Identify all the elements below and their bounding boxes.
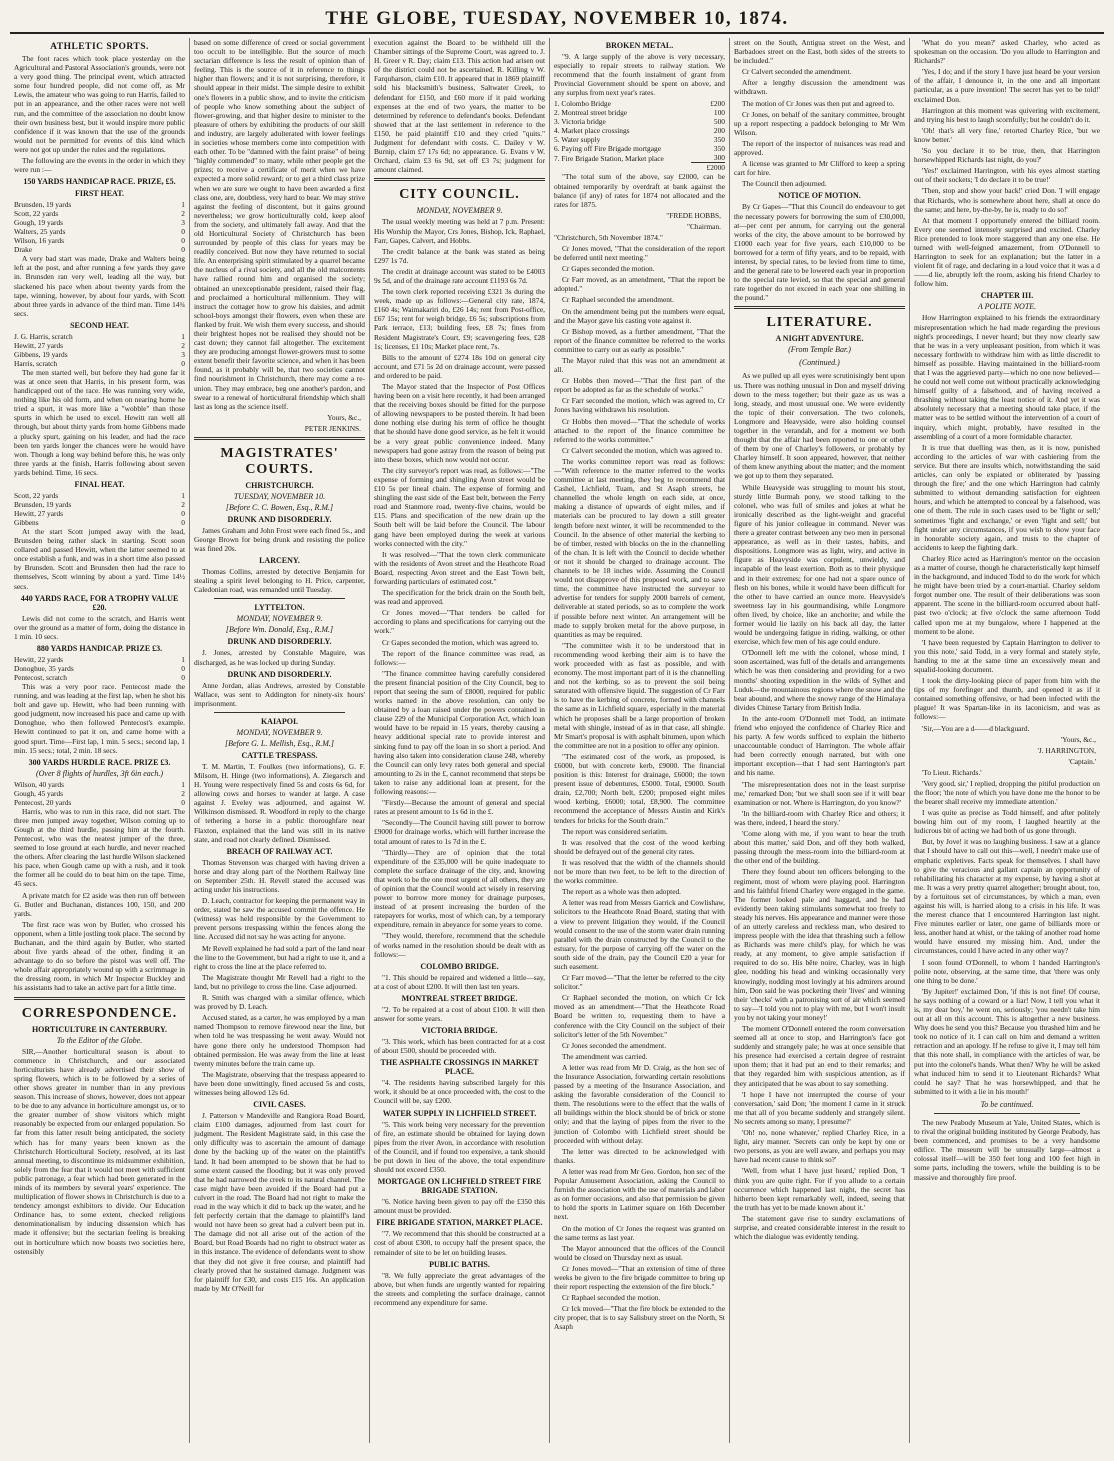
- race-title: 440 YARDS RACE, FOR A TROPHY VALUE £20.: [20, 593, 179, 612]
- court-bench: [Before C. C. Bowen, Esq., R.M.]: [225, 502, 334, 512]
- paragraph: "Christchurch, 5th November 1874.": [554, 232, 663, 242]
- paragraph: The men started well, but before they had gone far it was at once seen that Harris, in his present form, was handicapped out of the race. He was running very wide, nothing like his old form, and when on nearing home he tried a spurt, it was more like a "wobble" than those spurts in which he used to excel. Hewitt ran well all through, but about thirty yards from home Gibbens made a plucky spurt, gaining on his leader, and had the race been ten yards longer the chances were he would have won. Though a long way behind before this, he was only three yards at the finish, Harris following about seven yards behind. Time, 16 secs.: [14, 367, 185, 477]
- paragraph: The amendment was carried.: [562, 1051, 648, 1061]
- row-label: Scott, 22 yards: [14, 209, 59, 219]
- paragraph: I was quite as precise as Todd himself, and after politely bowing him out of my room, I laughed heartily at the ludicrous bit of acting we had both of us gone through.: [914, 808, 1100, 836]
- paragraph: street on the South, Antigua street on the West, and Barbadoes street on the East, both sides of the streets to be included.": [734, 38, 905, 66]
- paragraph: The town clerk reported receiving £321 3s during the week, made up as follows:—General city rate, 1874, £160 4s; Waimakariri do, £26 14s; rent from Post-office, £67 15s; rent for weigh bridge, £6 5s; subscriptions from Park terrace, £13; building fees, £8 7s; fines from Resident Magistrate's Court, £9; scavengering fees, £28 1s; licenses, £1 10s; Market place rent, 7s.: [374, 287, 545, 351]
- table-row: [14, 245, 185, 254]
- paragraph: Accused stated, as a carter, he was employed by a man named Thompson to remove firewood near the line, but when told he was trespassing he went away. Would not have gone there only he understood Thompson had obtained permission. He was away from the line at least twenty minutes before the train came up.: [194, 1013, 365, 1068]
- paragraph: 'Very good, sir,' I replied, dropping the pitiful production on the floor; 'the note of which you have done me the honor to be the bearer shall receive my immediate attention.': [914, 778, 1100, 806]
- divider: [934, 1113, 1080, 1114]
- row-label: 5. Water supply: [554, 135, 601, 145]
- paragraph: The statement gave rise to sundry exclamations of surprise, and created considerable interest in the result to which the dialogue was evidently tending.: [734, 1213, 905, 1242]
- paragraph: A letter was read from Mr Geo. Gordon, hon sec of the Popular Amusement Association, asking the Council to furnish the association with the use of materials and labor as on former occasions, and also that permission be given to hold the sports in Latimer square on 16th December next.: [554, 1166, 725, 1222]
- item-heading: VICTORIA BRIDGE.: [421, 1026, 498, 1036]
- to-be-continued: To be continued.: [980, 1099, 1034, 1109]
- notice-heading: NOTICE OF MOTION.: [778, 191, 861, 201]
- paragraph: How Harrington explained to his friends the extraordinary misrepresentation which he had made regarding the previous night's proceedings, I never heard; but they now clearly saw that he was in a very unpleasant position, from which it was necessary forthwith to withdraw him with as little discredit to himself as possible. Having maintained in the billiard-room that I was the aggrieved party—which no one now believed—he could not well come out without practically acknowledging himself guilty of a falsehood, and of having received a thrashing without taking the least notice of it. And yet it was absolutely necessary that a meeting should take place, if the matter was to be settled without the intervention of a court of inquiry, which might, probably, have resulted in the assembling of a court of a more formidable character.: [914, 313, 1100, 441]
- row-value: £200: [710, 99, 725, 109]
- court-heading: LYTTELTON.: [254, 603, 305, 613]
- case-heading: DRUNK AND DISORDERLY.: [227, 637, 332, 647]
- table-row: [554, 108, 725, 117]
- table-row: [14, 500, 185, 509]
- table-row: [14, 236, 185, 245]
- total-value: £2000: [691, 163, 725, 173]
- table-row: [14, 209, 185, 218]
- case-heading: LARCENY.: [259, 556, 300, 566]
- row-label: Gough, 19 yards: [14, 218, 64, 228]
- paragraph: On the amendment being put the numbers were equal, and the Mayor gave his casting vote against it.: [554, 306, 725, 325]
- paragraph: execution against the Board to be withheld till the Chamber sittings of the Supreme Court, was agreed to. J. H. Greer v R. Day; claim £13. This action had arisen out of the district could not be ascertained. R. Killing v W. Farquharson, claim £10. It appeared that in 1869 plaintiff sold his blacksmith's business, Saltwater Creek, to defendant for £150, and £60 more if it paid working expenses at the end of two years, the matter to be determined by reference to defendant's books. Defendant showed that at the last settlement in reference to the £150, he paid plaintiff £10 and they cried "quits." Judgment for defendant with costs. C. Dailey v W. Burnip, claim £7 17s 6d; no appearance. G. Evans v W. Orchard, claim £3 6s 9d, set off £3 7s; judgment for amount claimed.: [374, 38, 545, 175]
- paragraph: Cr Jones moved, "That the consideration of the report be deferred until next meeting.": [554, 243, 725, 263]
- row-value: 1: [181, 200, 185, 210]
- item-heading: THE ASPHALTE CROSSINGS IN MARKET PLACE.: [380, 1058, 539, 1077]
- row-label: Donoghue, 35 yards: [14, 663, 74, 673]
- paragraph: The credit balance at the bank was stated as being £297 1s 7d.: [374, 246, 545, 265]
- row-value: 200: [713, 126, 725, 136]
- paragraph: By Cr Gapes—"That this Council do endeavour to get the necessary powers for borrowing the sum of £30,000, at—per cent per annum, for carrying out the general works of the city, the above amount to be borrowed by £1000 each year for five years, each £10,000 to be borrowed for a term of fifty years, and to be repaid, with interest, by special rates, to be levied from time to time, and the general rate to be lowered each year in proportion to the special rate levied, so that the special and general rate together do not exceed in each year one shilling in the pound.": [734, 202, 905, 303]
- row-label: Hewitt, 22 yards: [14, 654, 64, 664]
- results-table: [14, 332, 185, 368]
- paragraph: Cr Farr seconded the motion, which was agreed to, Cr Jones having withdrawn his resolution.: [554, 396, 725, 415]
- paragraph: The Mayor ruled that this was not an amendment at all.: [554, 355, 725, 375]
- results-table: [14, 491, 185, 527]
- paragraph: The city surveyor's report was read, as follows:—"The expense of forming and shingling Avon street would be £10 5s per lineal chain. The expense of forming and shingling the east side of the East belt, between the Ferry road and Stanmore road, twenty-five chains, would be £15. Plans and specification of the new drain up the South belt will be laid before the Council. The labour gang have been employed during the week at various works connected with the city.": [374, 465, 545, 548]
- case-heading: BREACH OF RAILWAY ACT.: [226, 846, 333, 856]
- paragraph: "9. A large supply of the above is very necessary, especially to repair streets to railway station. We recommend that the fourth instalment of grant from Provincial Government should be spent on above, and any surplus from next year's rates.: [554, 52, 725, 98]
- paragraph: 'Come along with me, if you want to hear the truth about this matter,' said Don, and off they both walked, passing through the mess-room into the billiard-room at the other end of the building.: [734, 829, 905, 866]
- paragraph: "The committee wish it to be understood that in recommending wood kerbing their aim is to have the work proceeded with as fast as possible, and with economy. The most important part of it is the channelling and not the kerbing, so as to prevent the soil being saturated with offensive liquid. The suggestion of Cr Farr is to have the kerbing of concrete, formed with channels the same as in Lichfield square, especially in the material which he proposes shall be a large proportion of broken metal with shingle, instead of as in that case, all shingle. Mr Smart's proposal is with asphalt bitumen, upon which the committee are not in a position to offer any opinion.: [554, 640, 725, 750]
- paragraph: Cr Jones, on behalf of the sanitary committee, brought up a report respecting a paddock belonging to Mr Wm Wilson.: [734, 109, 905, 137]
- paragraph: The report of the finance committee was read, as follows:—: [374, 648, 545, 667]
- paragraph: Cr Bishop moved, as a further amendment, "That the report of the finance committee be referred to the works committee to carry out as early as possible.": [554, 326, 725, 354]
- row-value: 100: [713, 108, 725, 118]
- note-line: 'Captain.': [1068, 756, 1096, 766]
- paragraph: Charley Rice acted as Harrington's mentor on the occasion as a matter of course, though he characteristically kept himself in the background, and induced Todd to do the work for which he might have been tried by a court-martial. Charley seldom forgot number one. The result of their deliberations was soon apparent. The scene in the billiard-room occurred about half-past two o'clock; at five o'clock the same afternoon Todd called upon me at my bungalow, where I happened at the moment to be alone.: [914, 553, 1100, 636]
- letter-title: HORTICULTURE IN CANTERBURY.: [31, 1024, 168, 1034]
- paragraph: I soon found O'Donnell, to whom I handed Harrington's polite note, observing, at the same time, that 'there was only one thing to be done.': [914, 957, 1100, 985]
- case-heading: CATTLE TRESPASS.: [241, 750, 318, 760]
- paragraph: 'By Jupiter!' exclaimed Don, 'if this is not fine! Of course, he says nothing of a coward or a liar! Now, I tell you what it is, my dear boy,' he went on, seriously; 'you needn't take him out at all on this account. This is altogether a new business. Why does he send you this? Because you thrashed him and he took no notice of it. I can call on him and demand a written retraction and an apology. If he refuse to give it, I may tell him that this note shall, in compliance with the articles of war, be put into the colonel's hands. What then? Why he will be asked what induced him to send it to Lieutenant Richards? What could he say? That he was horsewhipped, and that he submitted to it with a lie in his mouth!': [914, 986, 1100, 1096]
- row-value: 0: [181, 509, 185, 518]
- paragraph: "2. To be repaired at a cost of about £100. It will then answer for some years.: [374, 1004, 545, 1023]
- paragraph: The new Peabody Museum at Yale, United States, which is to rival the original building instituted by George Peabody, has been commenced, and promises to be a very handsome edifice. The museum will be unusually large—almost a colossal itself—will be 350 feet long and 100 feet high in some parts, including the towers, while the building is to be massive and thoroughly fire proof.: [914, 1117, 1100, 1182]
- paragraph: On the motion of Cr Jones the request was granted on the same terms as last year.: [554, 1223, 725, 1242]
- paragraph: Cr Jones seconded the amendment.: [562, 1040, 667, 1050]
- row-label: 7. Fire Brigade Station, Market place: [554, 153, 664, 163]
- row-label: 3. Victoria bridge: [554, 117, 606, 127]
- case-heading: CIVIL CASES.: [253, 1100, 306, 1110]
- race-title: 880 YARDS HANDICAP. PRIZE £3.: [36, 643, 163, 653]
- row-value: 3: [181, 218, 185, 228]
- item-heading: MORTGAGE ON LICHFIELD STREET FIRE BRIGADE STATION.: [377, 1177, 542, 1196]
- paragraph: Thomas Collins, arrested by detective Benjamin for stealing a spirit level belonging to H. Price, carpenter, Caledonian road, was remanded until Tuesday.: [194, 567, 365, 595]
- case-heading: DRUNK AND DISORDERLY.: [227, 514, 332, 524]
- item-heading: COLOMBO BRIDGE.: [420, 961, 499, 971]
- paragraph: Lewis did not come to the scratch, and Harris went over the ground as a matter of form, doing the distance in 1 min. 10 secs.: [14, 613, 185, 641]
- paragraph: The report of the inspector of nuisances was read and approved.: [734, 138, 905, 158]
- paragraph: The Magistrate, observing that the trespass appeared to have been done unwittingly, fined accused 5s and costs, witnesses being allowed 12s 6d.: [194, 1069, 365, 1097]
- paragraph: "3. This work, which has been contracted for at a cost of about £500, should be proceeded with.: [374, 1037, 545, 1056]
- paragraph: "Secondly—The Council having still power to borrow £9000 for drainage works, which will further increase the total amount of rates to 1s 7d in the £.: [374, 818, 545, 846]
- paragraph: I took the dirty-looking piece of paper from him with the tips of my forefinger and thumb, and opened it as if it contained something offensive, or had been infected with the plague! It was Spartan-like in its laconicism, and was as follows:—: [914, 676, 1100, 722]
- paragraph: As we pulled up all eyes were scrutinisingly bent upon us. There was nothing unusual in Don and myself driving down to the mess together; but their gaze as us was a long, steady, and most unusual one. We were evidently the topic of their conversation. The two colonels, Longmore and Heavyside, were also holding counsel together in the verandah, and for a moment we both thought that the affair had been reported to one or other of them by one of Charley's followers, or probably by Charley himself. It soon appeared, however, that neither of them knew anything about the matter; and the moment we got up to them they separated.: [734, 371, 905, 481]
- row-label: Wilson, 40 yards: [14, 779, 64, 789]
- row-label: Brunsden, 19 yards: [14, 200, 72, 210]
- paragraph: James Graham and John Frost were each fined 5s., and George Brown for being drunk and resisting the police was fined 20s.: [194, 525, 365, 554]
- paragraph: But, by Jove! it was no laughing business. I saw at a glance that I should have to call out this—well, I needn't make use of emphatic expletives. Facts speak for themselves. I shall have to give the veracious and gallant captain an opportunity of rehabilitating his character at my expense, by having a shot at me. It was a very pretty quarrel altogether; brought about, too, by a fortuitous set of circumstances, by which a man, even against his will, is harried along to a crisis in his life. It was the merest chance that I encountered Harrington last night. Five minutes earlier or later, one game of billiards more or less, another hand at whist, or the taking of another road home would have ensured my missing him. And, under the circumstances, could I have acted in any other way?: [914, 837, 1100, 956]
- table-row: [14, 359, 185, 368]
- paragraph: "The estimated cost of the work, as proposed, is £6000, but with concrete kerb, £9000. The financial position is this: Interest for drainage, £6000; the town present issue of debentures, £5000. Total, £9000. South drain, £2,700; North belt, £200; proposed eight miles wood kerbing, £6000; total, £8,900. The committee recommend the acceptance of Messrs Austin and Kirk's tenders for bricks for the South drain.": [554, 751, 725, 825]
- column-6: [910, 38, 1104, 1443]
- columns: [10, 38, 1104, 1443]
- paragraph: 'In the billiard-room with Charley Rice and others; it was there, indeed, I heard the story.': [734, 808, 905, 827]
- paragraph: The usual weekly meeting was held at 7 p.m. Present: His Worship the Mayor, Crs Jones, Bishop, Ick, Raphael, Farr, Gapes, Calvert, and Hobbs.: [374, 217, 545, 245]
- paragraph: In the ante-room O'Donnell met Todd, an intimate friend who enjoyed the confidence of Charley Rice and his party. A few words sufficed to explain the hitherto unaccountable conduct of Harrington. The whole affair had been correctly enough narrated, but with one important exception—that I had sent Harrington's part and his name.: [734, 713, 905, 778]
- divider: [194, 437, 365, 440]
- row-value: 1: [181, 779, 185, 789]
- table-row: [14, 780, 185, 789]
- correspondence-heading: CORRESPONDENCE.: [21, 1005, 178, 1021]
- row-value: 3: [181, 349, 185, 359]
- table-row: [14, 332, 185, 341]
- paragraph: Cr Jones moved—"That an extension of time of three weeks be given to the fire brigade committee to bring up their report respecting the extension of the fire block.": [554, 1263, 725, 1292]
- results-table: [14, 655, 185, 682]
- paragraph: 'Oh! that's all very fine,' retorted Charley Rice, 'but we know better.': [914, 125, 1100, 144]
- table-row: [554, 117, 725, 126]
- paragraph: The foot races which took place yesterday on the Agricultural and Pastoral Association's grounds, were not a very good thing. The principal event, which attracted some four hundred people, did not come off, as Mr Lewis, the amateur who was going to run Harris, failed to put in an appearance, and the other races were not well run, and the committee of the association no doubt know their own business best, but it would inspire more public confidence if it was known that the use of the grounds would not be permitted for events of this kind which were not got up under the rules and the regulations.: [14, 54, 185, 154]
- row-value: 0: [181, 227, 185, 237]
- signature: Yours, &c.,: [327, 412, 361, 422]
- paragraph: J. Patterson v Mandeville and Rangiora Road Board, claim £100 damages, adjourned from last court for judgment. The Resident Magistrate said, in this case the only difficulty was to ascertain the amount of damage done by the backing up of the water on the plaintiff's land. It had been attempted to be shown that he had to some extent caused the flooding; but it was only proved that he had narrowed the creek to its natural channel. The case might have been avoided if the Board had put a culvert in the road. The Board had not right to make the road in the way which it did to back up the water, and he felt perfectly certain that the damage to plaintiff's land would not have been so great had a culvert been put in. The damage did not all arise out of the action of the Board, but Road Boards had no right to obstruct water as in this instance. The evidence of defendants went to show that they did not give it free course, and plaintiff had clearly proved that he sustained damage. Judgment was for plaintiff for £30, and costs £15 16s. An application made by Mr O'Neill for: [194, 1111, 365, 1293]
- column-1: [10, 38, 190, 1443]
- paragraph: Cr Gapes seconded the motion.: [562, 264, 655, 274]
- results-table: [14, 200, 185, 254]
- paragraph: 'The misrepresentation does not in the least surprise me,' remarked Don; 'but we shall soon see if it will bear examination or not. Where is Harrington, do you know?': [734, 779, 905, 807]
- paragraph: "7. We recommend that this should be constructed at a cost of about £300, to occupy half the present space, the remainder of site to be let on building leases.: [374, 1229, 545, 1257]
- table-row: [14, 518, 185, 527]
- row-label: Scott, 22 yards: [14, 491, 59, 500]
- paragraph: The Magistrate thought Mr Revell had a right to the land, but no privilege to cross the line. Case adjourned.: [194, 972, 365, 991]
- chapter-heading: CHAPTER III.: [980, 291, 1034, 301]
- paragraph: A private match for £2 aside was then run off between G. Butler and Buchanan, distances 100, 150, and 200 yards.: [14, 890, 185, 918]
- divider: [214, 712, 345, 713]
- row-value: 0: [181, 663, 185, 673]
- note-line: 'J. HARRINGTON,: [1037, 745, 1096, 755]
- paragraph: "Firstly—Because the amount of general and special rates at present amount to 1s 6d in the £.: [374, 798, 545, 817]
- expenditure-table: [554, 99, 725, 172]
- court-heading: KAIAPOI.: [260, 716, 299, 726]
- paragraph: "4. The residents having subscribed largely for this work, it should be at once proceeded with, the cost to the Council will be, say £200.: [374, 1078, 545, 1106]
- paragraph: SIR,—Another horticultural season is about to commence in Christchurch, and our associated horticulturists have already advertised their show of spring flowers, which is to be followed by a series of other shows greater in number than in any previous season. This increase of shows, however, does not appear to be due to any advance in horticulture amongst us, or to the greater number of show visitors which might reasonably be expected from our enlarged population. So far from this latter result being anticipated, the society which has for many years been known as the Christchurch Horticultural Society, resolved, at its last annual meeting, to discontinue its midsummer exhibition, solely from the fear that it would not meet with sufficient public patronage, a fear which had been generated in the minds of its members by several years' experience. The multiplication of flower shows in Christchurch is due to a tendency amongst exhibitors to divide. Our Education Ordinance has, to some extent, checked religious denominationalism by inducing dissension which has made it offensive; but the sectarian feeling is breaking out in horticulture which now boasts two societies here, ostensibly: [14, 1046, 185, 1256]
- signature: "Chairman.: [686, 221, 721, 231]
- row-value: 350: [713, 135, 725, 145]
- signature: PETER JENKINS.: [304, 423, 361, 433]
- paragraph: A letter was read from Messrs Garrick and Cowlishaw, solicitors to the Heathcote Road Board, stating that with a view to prevent litigation they would, if the Council would consent to the use of the storm water drain running parallel with the drain constructed by the Council to the estuary, for the purpose of carrying off the water on the south side of the drain, pay the Council £20 a year for such easement.: [554, 898, 725, 971]
- paragraph: D. Leach, contractor for keeping the permanent way in order, stated he saw the accused commit the offence. He (witness) was held responsible by the Government to prevent persons trespassing within the fences along the line. Accused did not say he was acting for anyone.: [194, 896, 365, 942]
- column-2: [190, 38, 370, 1443]
- row-value: 300: [713, 153, 725, 163]
- paragraph: The works committee report was read as follows:—"With reference to the matter referred to the works committee at last meeting, they beg to recommend that Cashel, Lichfield, Tuam, and St Asaph streets, be channelled the whole length on each side, at once, making a distance of upwards of eight miles, and if materials can be procured to lay down a still greater length before next winter, it will be recommended to the Council. In the absence of other material the kerbing to be of timber, rested with blocks on the in the channelling of the chan. It is left with the Council to decide whether or not it should be charged to drainage account. The channels to be 18 inches wide. Assuming the Council would not disapprove of this proposed work, and to save time, the committee have instructed the surveyor to advertise for tenders for supply 2000 barrels of cement, deliverable at stated periods, so as to complete the work if possible before next winter. An arrangement will be made to supply broken metal for the above purpose, in quantities as may be required.: [554, 456, 725, 639]
- item-heading: WATER SUPPLY IN LICHFIELD STREET.: [382, 1108, 537, 1118]
- row-value: 1: [181, 331, 185, 341]
- paragraph: 'Then, stop and show your back!' cried Don. 'I will engage that Richards, who is somewhere about here, shall at once do the same; and here, by-the-by, he is, ready to do so!': [914, 186, 1100, 214]
- paragraph: The following are the events in the order in which they were run :—: [14, 156, 185, 175]
- paragraph: Cr Calvert seconded the amendment.: [742, 67, 852, 77]
- paragraph: 'What do you mean?' asked Charley, who acted as spokesman on the occasion. 'Do you allude to Harrington and Richards?': [914, 38, 1100, 66]
- row-label: Hewitt, 27 yards: [14, 509, 64, 518]
- row-value: 0: [181, 518, 185, 527]
- table-row: [14, 491, 185, 500]
- paragraph: The motion of Cr Jones was then put and agreed to.: [742, 98, 895, 108]
- paragraph: "8. We fully appreciate the great advantages of the above, but when funds are urgently wanted for repairing the streets and completing the surface drainage, cannot recommend any expenditure for same.: [374, 1270, 545, 1307]
- paragraph: The Mayor announced that the offices of the Council would be closed on Thursday next as usual.: [554, 1243, 725, 1262]
- row-value: 0: [181, 797, 185, 807]
- row-label: Gibbens, 19 yards: [14, 349, 68, 359]
- paragraph: T. M. Martin, T. Foulkes (two informations), G. F. Milsom, H. Hinge (two informations), A. Ziegarsch and H. Young were respectively fined 5s and costs 6s 6d, for allowing cows and horses to wander at large. A case against J. Eveley was adjourned, and against W. Wilkinson dismissed. R. Woodford in reply to the charge of tethering a horse in a public thoroughfare near Flaxton, explained that the land was still in its native state, and road not clearly defined. Dismissed.: [194, 761, 365, 844]
- court-bench: [Before G. L. Mellish, Esq., R.M.]: [224, 738, 335, 748]
- paragraph: A license was granted to Mr Clifford to keep a spring cart for hire.: [734, 159, 905, 178]
- row-label: Gibbens: [14, 518, 39, 527]
- divider: [214, 598, 345, 599]
- paragraph: The report was considered seriatim.: [562, 826, 668, 836]
- story-continued: (Continued.): [799, 358, 840, 368]
- paragraph: "6. Notice having been given to pay off the £350 this amount must be provided.: [374, 1197, 545, 1216]
- item-heading: FIRE BRIGADE STATION, MARKET PLACE.: [376, 1218, 543, 1228]
- row-label: Hewitt, 27 yards: [14, 340, 64, 350]
- row-value: 0: [181, 672, 185, 682]
- paragraph: Cr Hobbs then moved—"That the first part of the report be adopted as far as the schedule of works.": [554, 376, 725, 395]
- court-bench: [Before Wm. Donald, Esq., R.M.]: [225, 625, 334, 635]
- paragraph: O'Donnell left me with the colonel, whose mind, I soon ascertained, was full of the details and arrangements which he was then considering and providing for a two months' shooting expedition in the wilds of Sylhet and Luduk—the mountainous regions where the snow and the bear abound, and where the snowy range of the Himalaya divides Chinese Tartary from British India.: [734, 648, 905, 712]
- paragraph: It was resolved—"That the town clerk communicate with the residents of Avon street and the Heathcote Road Board, respecting Avon street and the East Town belt, forwarding particulars of estimated cost.": [374, 549, 545, 586]
- paragraph: R. Smith was charged with a similar offence, which was proved by D. Leach.: [194, 993, 365, 1012]
- table-row: [14, 509, 185, 518]
- city-council-heading: CITY COUNCIL.: [399, 187, 520, 203]
- note-line: 'To Lieut. Richards.': [922, 767, 982, 777]
- row-label: Pentecost, 20 yards: [14, 797, 72, 807]
- row-label: 2. Montreal street bridge: [554, 108, 628, 118]
- paragraph: based on some difference of creed or social government too occult to be intelligible. But the source of much sectarian difference is less the result of opinion than of feeling. This is the source of it in reference to things higher than flowers; and it is not surprising, therefore, it should appear in their midst. The simple desire to exhibit one's flowers in a public show, and to invite the criticism of people who know something about the subject of flower-growing, and that higher desire to minister to the pleasure of others by exhibiting the products of our skill and industry, are largely adulterated with lower feelings in societies whose members come into competition with each other. To be "damned with the faint praise" of being "highly commended" to many, while other people get the prizes; to receive a certificate of merit when we have expected a more solid reward; or to get a third class prize when we are sure we ought to have been awarded a first class one, are, doubtless, very hard to bear. We may strive against the feeling of discontent, but it gains ground nevertheless; we grow horticulturally cold, keep aloof from the society, and ultimately fall away. And that the old Horticultural Society of Christchurch has been surrounded by people of this class for years may be readily conceived. But now they have returned to social life. An enterprising spirit stimulated by a quarrel became the nucleus of a rival society, and all the old malcontents have rallied round him and organised the society; obtained an unexceptionable president, raised their flag, and proclaimed a horticultural millennium. They will instruct the cottager how to grow his daisies, and admit school-boys amongst their flowers, even when these are flanked by fruit. We wish them every success, and should their brightest hopes not be realised they should not be cast down; they cannot fail altogether. The excitement they are producing amongst flower-growers must to some extent benefit their favorite science, and when it has been found, as it probably will be, that two societies cannot find nourishment in Christchurch, there may come a re-union. They may embrace, beg one another's pardon, and swear to a renewal of horticultural friendship which shall last as long as the science itself.: [194, 38, 365, 411]
- paragraph: At that moment I opportunely entered the billiard room. Every one seemed intensely surprised and excited. Charley Rice pretended to look more staggered than any one else. He turned with well-feigned amazement, from O'Donnell to Harrington to seek for an explanation; but the latter in a violent fit of rage, and declaring in a loud voice that it was a d——d lie, abruptly left the room, asking his friend Charley to follow him.: [914, 215, 1100, 289]
- row-value: 2: [181, 209, 185, 219]
- paragraph: The credit at drainage account was stated to be £4003 9s 5d, and of the drainage rate account £1193 6s 7d.: [374, 266, 545, 285]
- paragraph: It was resolved that the cost of the wood kerbing should be defrayed out of the general city rates.: [554, 837, 725, 856]
- paragraph: Harris, who was to run in this race, did not start. The three men jumped away together, Wilson coming up to Gough at the third hurdle, passing him at the fourth. Pentecost, who was the neatest jumper of the three, seemed to lose ground at each hurdle, and never reached the others. After clearing the last hurdle Wilson slackened his pace, when Gough came up with a rush, and it took the former all he could do to beat him on the tape. Time, 45 secs.: [14, 806, 185, 889]
- paragraph: While Heavyside was struggling to mount his stout, sturdy little Burmah pony, we stood talking to the colonel, who was full of smiles and jokes at what he ironically described as the light-weight and graceful figure of his junior colleague in command. Never was there a greater contrast between any two men in personal appearance, as well as in their tastes, habits, and dispositions. Longmore was as light, wiry, and active in figure as Heavyside was corpulent, unwieldy, and incapable of the least exertion. Both as to their physique and in their extremes; for one had not a spare ounce of flesh on his bones, while it would have been difficult for the other to have carried an ounce more. Heavyside's sweetness lay in his gourmandising, while Longmore often lived, by choice, like an anchorite; and while the former would lie lazily on his back all day, the latter would be undergoing fatigue in riding, walking, or other exercise, which few men of his age could endure.: [734, 482, 905, 647]
- row-label: 6. Paying off Fire Brigade mortgage: [554, 144, 662, 154]
- paragraph: Thomas Stevenson was charged with having driven a horse and dray along part of the Northern Railway line on September 25th. H. Revell stated the accused was acting under his instructions.: [194, 857, 365, 894]
- paragraph: After a lengthy discussion the amendment was withdrawn.: [734, 78, 905, 97]
- paragraph: The Council then adjourned.: [742, 179, 827, 189]
- column-5: [730, 38, 910, 1443]
- row-value: 500: [713, 117, 725, 127]
- paragraph: Cr Raphael seconded the motion, on which Cr Ick moved as an amendment—"That the Heathcote Road Board be written to, requesting them to have a conference with the City Council on the subject of their solicitor's letter of the 5th November.": [554, 993, 725, 1039]
- row-value: 0: [181, 236, 185, 246]
- paragraph: "The finance committee having carefully considered the present financial position of the City Council, beg to report that seeing the sum of £8000, required for public works named in the above resolution, can only be obtained by a loan raised under the powers contained in clause 229 of the Municipal Corporation Act, which loan would have to be repaid in 15 years, thereby causing a heavy additional special rate to provide interest and sinking fund to pay off the loan in so short a period. And having also taken into consideration clause 248, whereby the Council can only levy rates both general and special amounting to 2s in the £, cannot recommend that steps be taken to raise any additional loan at present, for the following reasons:—: [374, 668, 545, 797]
- row-label: Harris, scratch: [14, 358, 58, 368]
- paragraph: 'Yes!' exclaimed Harrington, with his eyes almost starting out of their sockets; 'I do declare it to be true!': [914, 166, 1100, 185]
- row-label: Wilson, 16 yards: [14, 236, 64, 246]
- row-label: Brunsden, 19 yards: [14, 500, 72, 509]
- table-row: [554, 153, 725, 163]
- item-heading: BROKEN METAL.: [605, 41, 674, 50]
- paragraph: Cr Jones moved—"That tenders be called for according to plans and specifications for carrying out the work.": [374, 608, 545, 636]
- masthead: THE GLOBE, TUESDAY, NOVEMBER 10, 1874.: [10, 6, 1104, 34]
- meeting-date: MONDAY, NOVEMBER 9.: [416, 206, 503, 216]
- note-line: 'Yours, &c.,: [1060, 734, 1096, 744]
- table-row: [554, 99, 725, 108]
- paragraph: It was resolved that the width of the channels should not be more than two feet, to be left to the direction of the works committee.: [554, 857, 725, 886]
- paragraph: 'I hope I have not interrupted the course of your conversation,' said Don; 'the moment I came in it struck me that all of you became suddenly and strangely silent. No secrets among so many, I presume?': [734, 1089, 905, 1126]
- column-3: [370, 38, 550, 1443]
- table-row: [14, 341, 185, 350]
- paragraph: Cr Farr moved—"That the letter be referred to the city solicitor.": [554, 973, 725, 992]
- paragraph: This was a very poor race. Pentecost made the running, and was leading at the first lap, when he shot his bolt and gave up. Hewitt, who had been running with good judgment, now increased his pace and came up with Donoghue, who then followed Pentecost's example. Hewitt continued to pat it on, and came home with a good spurt. Time—First lap, 1 min. 5 secs.; second lap, 1 min. 15 secs.; total, 2 min. 18 secs.: [14, 681, 185, 755]
- heat-title: SECOND HEAT.: [70, 320, 129, 330]
- table-row: [554, 126, 725, 135]
- divider: [14, 997, 185, 1000]
- magistrates-heading: MAGISTRATES' COURTS.: [220, 445, 339, 477]
- row-value: 1: [181, 654, 185, 664]
- paragraph: Cr Hobbs then moved—"That the schedule of works attached to the report of the finance committee be referred to the works committee.": [554, 416, 725, 444]
- row-value: 350: [713, 144, 725, 154]
- paragraph: 'So you declare it to be true, then, that Harrington horsewhipped Richards last night, do you?': [914, 146, 1100, 165]
- paragraph: 'Yes, I do; and if the story I have just heard be your version of the affair, I denounce it, in the one and all important particular, as a pure invention! The secret has yet to be told!' exclaimed Don.: [914, 67, 1100, 104]
- item-heading: PUBLIC BATHS.: [429, 1259, 490, 1269]
- paragraph: Cr Ick moved—"That the fire block be extended to the city proper, that is to say Salisbury street on the North, St Asaph: [554, 1304, 725, 1332]
- table-total-row: [554, 163, 725, 173]
- paragraph: Mr Revell explained he had sold a part of the land near the line to the Government, but had a right to use it, and a right to cross the line at the place referred to.: [194, 943, 365, 971]
- literature-heading: LITERATURE.: [766, 315, 873, 331]
- signature: "FREDE HOBBS,: [666, 210, 721, 220]
- divider: [374, 178, 545, 181]
- paragraph: "1. This should be repaired and widened a little—say, at a cost of about £200. It will then last ten years.: [374, 972, 545, 991]
- paragraph: "5. This work being very necessary for the prevention of fire, an estimate should be obtained for laying down pipes from the river Avon, in accordance with resolution of the Council, and if found too expensive, a tank should be put down in lieu of the above, the total expenditure should not exceed £350.: [374, 1119, 545, 1175]
- row-value: 2: [181, 500, 185, 509]
- paragraph: Cr Farr moved, as an amendment, "That the report be adopted.": [554, 275, 725, 294]
- table-row: [14, 350, 185, 359]
- paragraph: 'Well, from what I have just heard,' replied Don, 'I think you are quite right. For if you allude to a certain occurrence which happened last night, the secret has hitherto been kept remarkably well, indeed, seeing that the truth has yet to be made known about it.': [734, 1166, 905, 1212]
- paragraph: There they found about ten officers belonging to the regiment, most of whom were playing pool. Harrington and his faithful friend Charley were engaged in the game. The former looked pale and haggard, and he had evidently been taking stimulants somewhat too freely to steady his nerves. His appearance and manner were those of an utterly careless and reckless man, who desired to impress people with the idea that thrashing such a fellow as Richards was mere child's play, for which he was ready, at any moment, to give ample satisfaction if required to do so. His bête noire, Charley, was in high glee, nodding his head and winking occasionally very knowingly, nodding most lovingly at his admirers around him, Don said he was pocketing their 'lives' and winning their 'checks' with a patronising sort of air which seemed to say—'I told you not to play with me, but I won't insult you by not taking your money!': [734, 867, 905, 1022]
- table-row: [554, 144, 725, 153]
- table-row: [14, 798, 185, 807]
- table-row: [554, 135, 725, 144]
- paragraph: Cr Gapes seconded the motion, which was agreed to.: [382, 637, 539, 647]
- court-date: TUESDAY, NOVEMBER 10.: [233, 491, 326, 501]
- row-value: 1: [181, 491, 185, 500]
- court-date: MONDAY, NOVEMBER 9.: [236, 727, 323, 737]
- paragraph: Cr Calvert seconded the motion, which was agreed to.: [562, 445, 723, 455]
- paragraph: 'I have been requested by Captain Harrington to deliver to you this note,' said Todd, in a very formal and stately style, handing to me at the same time an excessively mean and squalid-looking document.: [914, 637, 1100, 674]
- item-heading: MONTREAL STREET BRIDGE.: [401, 993, 518, 1003]
- paragraph: Anne Jordan, alias Andrews, arrested by Constable Wallace, was sent to Addington for ninety-six hours' imprisonment.: [194, 680, 365, 708]
- letter-salutation: To the Editor of the Globe.: [56, 1035, 143, 1045]
- table-row: [14, 789, 185, 798]
- paragraph: The first race was won by Butler, who crossed his opponent, when a little jostling took place. The second by Buchanan, and the third again by Butler, who started about five yards ahead of the other, finding it an advantage to do so before the pistol was well off. The whole affair appropriately wound up with a scrimmage in the dressing room, in which Mr Inspector Buckley and his assistants had to take an active part for a little time.: [14, 919, 185, 993]
- row-label: Pentecost, scratch: [14, 672, 67, 682]
- row-label: Drake: [14, 245, 33, 255]
- paragraph: Cr Raphael seconded the motion.: [562, 1293, 661, 1303]
- divider: [734, 306, 905, 309]
- paragraph: A very bad start was made, Drake and Walters being left at the post, and after running a few yards they gave in. Brunsden ran very well, leading all the way, but slackened his pace when about twenty yards from the tape, winning, however, by about four yards, with Scott about three yards in advance of the third man. Time 14¾ secs.: [14, 254, 185, 318]
- paragraph: The moment O'Donnell entered the room conversation seemed all at once to stop, and Harrington's face got suddenly and strangely pale; he was at once sensible that his presence had exercised a certain degree of restraint upon them; that it had put an end to their remarks; and that they regarded him with suspicious attention, as if they anticipated that he was about to say something.: [734, 1024, 905, 1088]
- row-label: 1. Colombo Bridge: [554, 99, 611, 109]
- paragraph: "Thirdly—They are of opinion that the total expenditure of the £35,000 will be quite inadequate to complete the surface drainage of the city, and, knowing that work to be the one most urgent of all others, they are of opinion that the Council would act wisely in reserving power to borrow more money for drainage purposes, instead of at present increasing the burden of the ratepayers for works, most of which can, by a temporary expenditure, remain in abeyance for some years to come.: [374, 847, 545, 930]
- newspaper-page: [10, 6, 1104, 1445]
- results-table: [14, 780, 185, 807]
- table-row: [14, 655, 185, 664]
- paragraph: Harrington at this moment was quivering with excitement, and trying his best to laugh scornfully; but he couldn't do it.: [914, 105, 1100, 124]
- row-value: 2: [181, 340, 185, 350]
- heat-title: FIRST HEAT.: [75, 189, 124, 199]
- race-subtitle: (Over 8 flights of hurdles, 3ft 6in each.): [35, 768, 164, 778]
- story-source: (From Temple Bar.): [788, 345, 851, 355]
- paragraph: The report as a whole was then adopted.: [562, 887, 682, 897]
- court-date: MONDAY, NOVEMBER 9.: [236, 614, 323, 624]
- row-value: 0: [181, 245, 185, 255]
- note-line: 'Sir,—You are a d——d blackguard.: [922, 723, 1030, 733]
- athletic-sports-heading: ATHLETIC SPORTS.: [50, 42, 149, 52]
- row-value: 0: [181, 358, 185, 368]
- paragraph: It is true that duelling was then, as it is now, punished according to the articles of war with cashiering from the service. But there are insults which, notwithstanding the said articles, can only be expiated or obliterated by 'passing through the fire;' and the one which Harrington had calmly submitted to without demanding satisfaction for eighteen hours, and which he attempted to conceal by a falsehood, was one of them. The rule in such cases used to be 'fight or sell;' sometimes 'fight and exchange,' or even 'fight and sell;' but fight under any circumstances, if you wish to show your face in honorable society again, and trusts to the chapter of accidents to keep the fighting dark.: [914, 442, 1100, 552]
- table-row: [14, 664, 185, 673]
- paragraph: "They would, therefore, recommend that the schedule of works named in the resolution should be dealt with as follows:—: [374, 931, 545, 959]
- table-row: [14, 200, 185, 209]
- table-row: [14, 673, 185, 682]
- paragraph: The specification for the brick drain on the South belt, was read and approved.: [374, 588, 545, 607]
- court-heading: CHRISTCHURCH.: [245, 480, 314, 490]
- column-4: [550, 38, 730, 1443]
- row-value: 2: [181, 788, 185, 798]
- story-title: A NIGHT ADVENTURE.: [775, 334, 864, 344]
- paragraph: A letter was read from Mr D. Craig, as the hon sec of the Insurance Association, forwarding certain resolutions passed by a meeting of the Insurance Association, and asking the favorable consideration of the Council to them. The resolutions were to the effect that the walls of all buildings within the block should be of brick or stone only; and that the laying of pipes from the river to the junction of Colombo with Lichfield street should be proceeded with without delay.: [554, 1062, 725, 1145]
- paragraph: Cr Raphael seconded the amendment.: [562, 295, 674, 305]
- case-heading: DRUNK AND DISORDERLY.: [227, 669, 332, 679]
- chapter-subtitle: A POLITE NOTE.: [977, 302, 1037, 312]
- paragraph: The Mayor stated that the Inspector of Post Offices having been on a visit here recently, it had been arranged that the receiving boxes should be fitted for the purpose of allowing newspapers to be posted therein. It had been done nothing else during his term of office he thought that he should have done good service, as he felt it would be a very great public convenience indeed. Many newspapers had gone astray from the reason of being put into these boxes, which now would not occur.: [374, 382, 545, 464]
- table-row: [14, 227, 185, 236]
- table-row: [14, 218, 185, 227]
- paragraph: At the start Scott jumped away with the lead, Brunsden being rather slack in starting. Scott soon collared and passed Hewitt, when the latter seemed to at once establish a funk, and was in a short time also passed by Brunsden. Scott and Brunsden then had the race to themselves, Scott winning by about a yard. Time 14½ secs.: [14, 527, 185, 591]
- paragraph: J. Jones, arrested by Constable Maguire, was discharged, as he was locked up during Sunday.: [194, 648, 365, 667]
- paragraph: "The total sum of the above, say £2000, can be obtained temporarily by overdraft at bank against the balance (if any) of rates for 1874 not allocated and the rates for 1875.: [554, 172, 725, 209]
- row-label: Gough, 45 yards: [14, 788, 64, 798]
- race-title: 300 YARDS HURDLE RACE. PRIZE £3.: [28, 757, 171, 767]
- paragraph: The letter was directed to be acknowledged with thanks.: [554, 1146, 725, 1165]
- heat-title: FINAL HEAT.: [74, 480, 125, 489]
- race-title: 150 YARDS HANDICAP RACE. PRIZE, £5.: [23, 177, 176, 187]
- row-label: Walters, 25 yards: [14, 227, 66, 237]
- paragraph: Bills to the amount of £274 18s 10d on general city account, and £71 5s 2d on drainage account, were passed and ordered to be paid.: [374, 352, 545, 380]
- paragraph: 'Oh! no, none whatever,' replied Charley Rice, in a light, airy manner. 'Secrets can only be kept by one or two persons, as you are well aware, and perhaps you may have had recent cause to think so?': [734, 1128, 905, 1165]
- row-label: J. G. Harris, scratch: [14, 331, 73, 341]
- row-label: 4. Market place crossings: [554, 126, 630, 136]
